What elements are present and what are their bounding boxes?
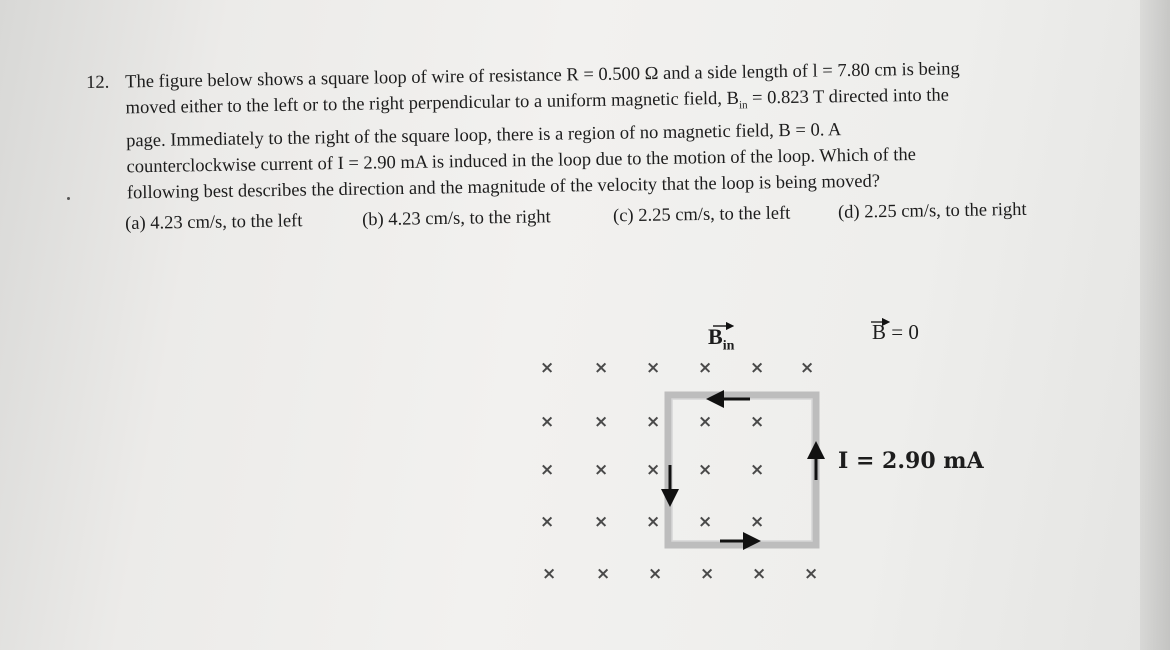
problem-line-3: page. Immediately to the right of the square loop, there is a region of no magnetic field, B = 0. A (125, 119, 842, 152)
current-label: I = 2.90 mA (838, 448, 984, 474)
choice-b: (b) 4.23 cm/s, to the right (361, 207, 551, 231)
problem-line-2: moved either to the left or to the right perpendicular to a uniform magnetic field, $B_{in} = 0.823$ T directed into the (125, 85, 950, 119)
paper-edge (1140, 0, 1170, 650)
problem-line-5: following best describes the direction and the magnitude of the velocity that the loop is being moved? (126, 171, 881, 204)
field-x-icon: × (540, 460, 555, 480)
field-x-icon: × (540, 512, 555, 532)
field-x-icon: × (750, 460, 765, 480)
field-x-icon: × (698, 460, 713, 480)
field-x-icon: × (698, 358, 713, 378)
field-x-icon: × (750, 412, 765, 432)
wire-loop-inner-edge (672, 399, 812, 541)
choice-d: (d) 2.25 cm/s, to the right (837, 199, 1027, 223)
field-x-icon: × (648, 564, 663, 584)
field-x-icon: × (540, 358, 555, 378)
field-x-icon: × (698, 412, 713, 432)
field-x-icon: × (594, 358, 609, 378)
loop-figure (520, 310, 1000, 600)
field-x-icon: × (646, 412, 661, 432)
choice-a: (a) 4.23 cm/s, to the left (125, 211, 303, 234)
field-x-icon: × (752, 564, 767, 584)
b-zero-label: B = 0 (872, 320, 919, 344)
field-x-icon: × (750, 358, 765, 378)
wire-loop (668, 395, 816, 545)
field-x-icon: × (542, 564, 557, 584)
field-x-icon: × (594, 460, 609, 480)
field-x-icon: × (540, 412, 555, 432)
field-x-icon: × (594, 412, 609, 432)
field-x-icon: × (750, 512, 765, 532)
problem-line-1: 12. The figure below shows a square loop of wire of resistance R = 0.500 Ω and a side length of l = 7.80 cm is being (86, 55, 1056, 96)
problem-line-4: counterclockwise current of I = 2.90 mA is induced in the loop due to the motion of the loop. Which of the (126, 144, 917, 178)
b-in-label: $B_{in}$ (708, 324, 735, 354)
field-x-icon: × (700, 564, 715, 584)
problem-number: 12. (86, 72, 110, 93)
field-x-icon: × (596, 564, 611, 584)
problem-text (86, 55, 1058, 207)
field-x-icon: × (646, 460, 661, 480)
choice-c: (c) 2.25 cm/s, to the left (612, 203, 791, 227)
field-x-icon: × (698, 512, 713, 532)
field-x-icon: × (804, 564, 819, 584)
field-x-icon: × (646, 358, 661, 378)
b-in-subscript: in (738, 99, 748, 112)
stray-mark (67, 197, 70, 200)
field-x-icon: × (594, 512, 609, 532)
field-x-icon: × (646, 512, 661, 532)
field-x-icon: × (800, 358, 815, 378)
